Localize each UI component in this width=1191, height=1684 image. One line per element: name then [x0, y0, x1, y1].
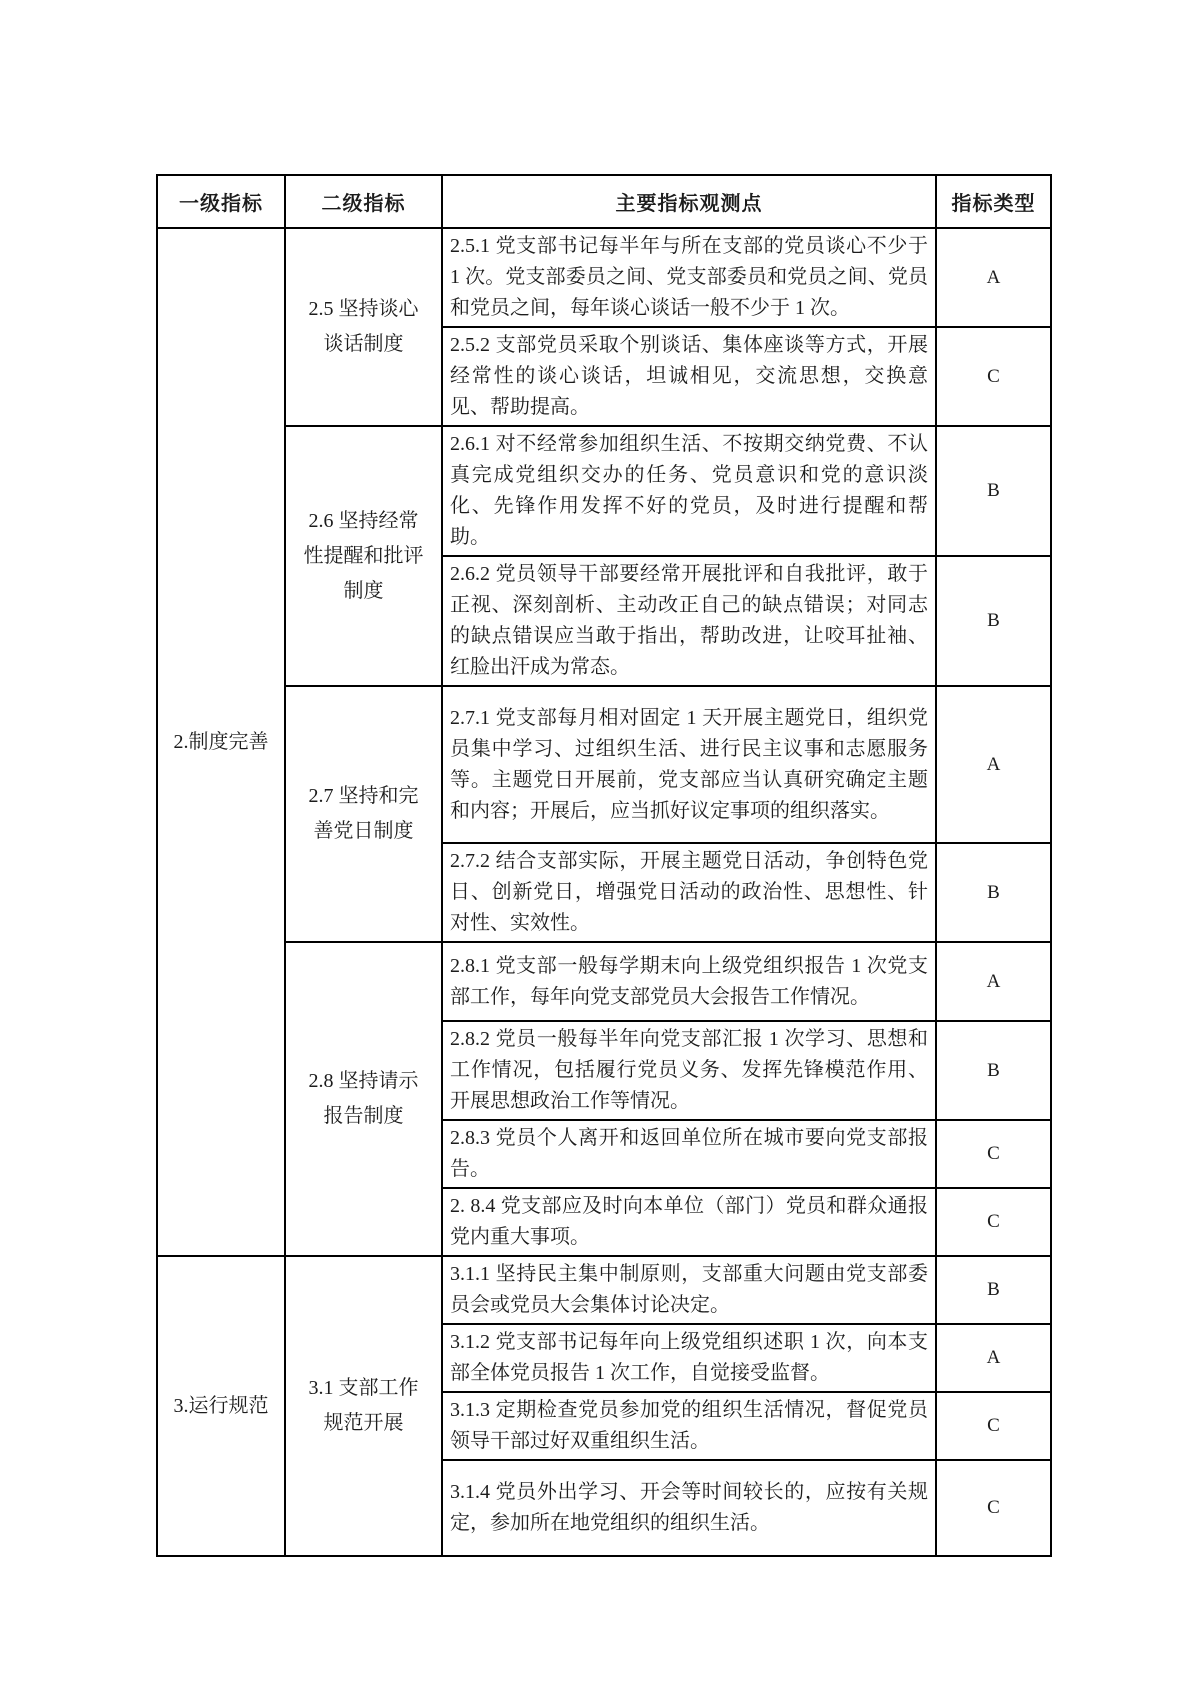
level2-cell-3-1: 3.1 支部工作规范开展	[285, 1256, 442, 1556]
header-level1: 一级指标	[157, 175, 285, 228]
type-cell-2-8-4: C	[936, 1188, 1051, 1256]
table-header-row	[157, 175, 1051, 228]
type-cell-2-8-3: C	[936, 1120, 1051, 1188]
observation-cell-3-1-1: 3.1.1 坚持民主集中制原则，支部重大问题由党支部委员会或党员大会集体讨论决定。	[442, 1256, 936, 1324]
type-cell-3-1-4: C	[936, 1460, 1051, 1556]
table-row-3-1-1	[157, 1256, 1051, 1324]
type-cell-2-8-1: A	[936, 942, 1051, 1021]
observation-cell-2-6-2: 2.6.2 党员领导干部要经常开展批评和自我批评，敢于正视、深刻剖析、主动改正自己的缺点错误；对同志的缺点错误应当敢于指出，帮助改进，让咬耳扯袖、红脸出汗成为常态。	[442, 556, 936, 686]
type-cell-2-7-1: A	[936, 686, 1051, 843]
type-cell-2-6-1: B	[936, 426, 1051, 556]
type-cell-3-1-1: B	[936, 1256, 1051, 1324]
observation-cell-3-1-2: 3.1.2 党支部书记每年向上级党组织述职 1 次，向本支部全体党员报告 1 次工作，自觉接受监督。	[442, 1324, 936, 1392]
type-cell-2-5-1: A	[936, 228, 1051, 327]
observation-cell-2-8-2: 2.8.2 党员一般每半年向党支部汇报 1 次学习、思想和工作情况，包括履行党员义务、发挥先锋模范作用、开展思想政治工作等情况。	[442, 1021, 936, 1120]
table-row-2-5-1	[157, 228, 1051, 327]
level2-cell-2-5: 2.5 坚持谈心谈话制度	[285, 228, 442, 426]
indicator-table	[156, 174, 1052, 1557]
level1-cell-section-2: 2.制度完善	[157, 228, 285, 1256]
type-cell-2-6-2: B	[936, 556, 1051, 686]
observation-cell-2-8-1: 2.8.1 党支部一般每学期末向上级党组织报告 1 次党支部工作，每年向党支部党员大会报告工作情况。	[442, 942, 936, 1021]
header-observation: 主要指标观测点	[442, 175, 936, 228]
observation-cell-3-1-4: 3.1.4 党员外出学习、开会等时间较长的，应按有关规定，参加所在地党组织的组织生活。	[442, 1460, 936, 1556]
observation-cell-3-1-3: 3.1.3 定期检查党员参加党的组织生活情况，督促党员领导干部过好双重组织生活。	[442, 1392, 936, 1460]
level1-cell-section-3: 3.运行规范	[157, 1256, 285, 1556]
type-cell-2-5-2: C	[936, 327, 1051, 426]
type-cell-2-7-2: B	[936, 843, 1051, 942]
table-row-2-7-1	[157, 686, 1051, 843]
table-row-2-6-1	[157, 426, 1051, 556]
type-cell-3-1-2: A	[936, 1324, 1051, 1392]
header-type: 指标类型	[936, 175, 1051, 228]
observation-cell-2-7-1: 2.7.1 党支部每月相对固定 1 天开展主题党日，组织党员集中学习、过组织生活、进行民主议事和志愿服务等。主题党日开展前，党支部应当认真研究确定主题和内容；开展后，应当抓好议定事项的组织落实。	[442, 686, 936, 843]
observation-cell-2-5-1: 2.5.1 党支部书记每半年与所在支部的党员谈心不少于 1 次。党支部委员之间、党支部委员和党员之间、党员和党员之间，每年谈心谈话一般不少于 1 次。	[442, 228, 936, 327]
observation-cell-2-5-2: 2.5.2 支部党员采取个别谈话、集体座谈等方式，开展经常性的谈心谈话，坦诚相见，交流思想，交换意见、帮助提高。	[442, 327, 936, 426]
type-cell-3-1-3: C	[936, 1392, 1051, 1460]
observation-cell-2-8-3: 2.8.3 党员个人离开和返回单位所在城市要向党支部报告。	[442, 1120, 936, 1188]
observation-cell-2-6-1: 2.6.1 对不经常参加组织生活、不按期交纳党费、不认真完成党组织交办的任务、党员意识和党的意识淡化、先锋作用发挥不好的党员，及时进行提醒和帮助。	[442, 426, 936, 556]
table-row-2-8-1	[157, 942, 1051, 1021]
header-level2: 二级指标	[285, 175, 442, 228]
level2-cell-2-6: 2.6 坚持经常性提醒和批评制度	[285, 426, 442, 686]
observation-cell-2-7-2: 2.7.2 结合支部实际，开展主题党日活动，争创特色党日、创新党日，增强党日活动的政治性、思想性、针对性、实效性。	[442, 843, 936, 942]
type-cell-2-8-2: B	[936, 1021, 1051, 1120]
observation-cell-2-8-4: 2. 8.4 党支部应及时向本单位（部门）党员和群众通报党内重大事项。	[442, 1188, 936, 1256]
level2-cell-2-8: 2.8 坚持请示报告制度	[285, 942, 442, 1256]
level2-cell-2-7: 2.7 坚持和完善党日制度	[285, 686, 442, 942]
